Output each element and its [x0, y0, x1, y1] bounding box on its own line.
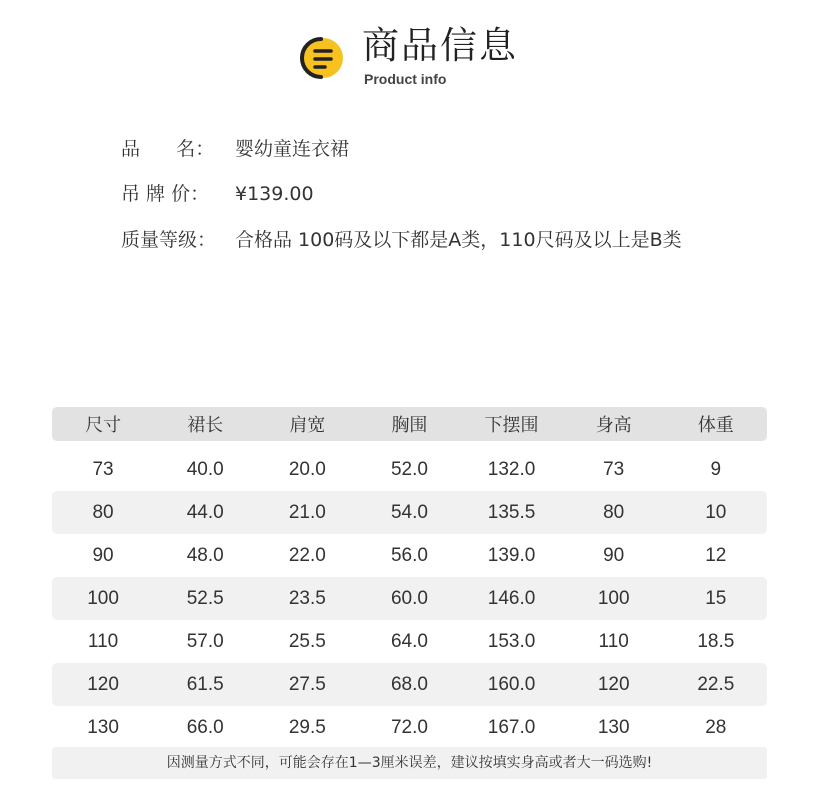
- table-cell: 72.0: [390, 716, 428, 738]
- quality-value: 合格品 100码及以下都是A类，110尺码及以上是B类: [235, 229, 682, 251]
- table-cell: 73: [92, 458, 114, 480]
- table-cell: 61.5: [186, 673, 224, 695]
- column-header: 身高: [595, 415, 632, 436]
- table-cell: 27.5: [288, 673, 326, 695]
- table-cell: 15: [705, 587, 727, 609]
- info-row-quality: [121, 225, 690, 255]
- table-cell: 130: [87, 716, 119, 738]
- table-cell: 68.0: [390, 673, 428, 695]
- table-cell: 100: [87, 587, 119, 609]
- table-cell: 22.5: [697, 673, 735, 695]
- table-cell: 153.0: [487, 630, 536, 652]
- table-cell: 132.0: [487, 458, 536, 480]
- table-cell: 56.0: [390, 544, 428, 566]
- product-info-logo-icon: [297, 35, 347, 81]
- column-header: 尺寸: [85, 415, 122, 436]
- table-cell: 52.5: [186, 587, 224, 609]
- table-cell: 57.0: [186, 630, 224, 652]
- table-cell: 100: [597, 587, 630, 609]
- table-cell: 135.5: [487, 501, 536, 523]
- price-value: ¥139.00: [235, 183, 314, 205]
- table-cell: 25.5: [288, 630, 326, 652]
- table-cell: 21.0: [288, 501, 326, 523]
- column-header: 肩宽: [289, 415, 326, 436]
- table-cell: 90: [603, 544, 625, 566]
- info-row-price: [121, 179, 690, 209]
- table-cell: 54.0: [390, 501, 428, 523]
- measurement-note: 因测量方式不同，可能会存在1—3厘米误差，建议按填实身高或者大一码选购!: [52, 747, 767, 779]
- column-header: 胸围: [391, 415, 428, 436]
- section-title: 商品信息: [362, 24, 518, 67]
- name-value: 婴幼童连衣裙: [235, 138, 350, 160]
- table-row: [52, 577, 767, 620]
- info-row-name: [121, 134, 690, 164]
- table-cell: 20.0: [288, 458, 326, 480]
- table-cell: 64.0: [390, 630, 428, 652]
- size-table: [52, 407, 767, 749]
- table-cell: 52.0: [390, 458, 428, 480]
- table-cell: 12: [705, 544, 727, 566]
- table-cell: 29.5: [288, 716, 326, 738]
- table-cell: 90: [92, 544, 114, 566]
- table-cell: 23.5: [288, 587, 326, 609]
- section-subtitle: Product info: [364, 71, 447, 87]
- table-cell: 60.0: [390, 587, 428, 609]
- column-header: 体重: [697, 415, 734, 436]
- table-cell: 18.5: [697, 630, 735, 652]
- table-cell: 120: [87, 673, 119, 695]
- quality-label: 质量等级：: [121, 229, 217, 251]
- table-cell: 48.0: [186, 544, 224, 566]
- table-row: [52, 620, 767, 663]
- table-row: [52, 706, 767, 749]
- table-row: [52, 448, 767, 491]
- table-cell: 10: [705, 501, 727, 523]
- table-cell: 22.0: [288, 544, 326, 566]
- section-header: [0, 0, 821, 110]
- table-cell: 167.0: [487, 716, 536, 738]
- table-row: [52, 663, 767, 706]
- table-cell: 110: [87, 630, 119, 652]
- table-row: [52, 534, 767, 577]
- table-cell: 80: [92, 501, 114, 523]
- table-cell: 28: [705, 716, 727, 738]
- table-cell: 146.0: [487, 587, 536, 609]
- table-cell: 139.0: [487, 544, 536, 566]
- table-cell: 120: [597, 673, 630, 695]
- table-cell: 130: [597, 716, 630, 738]
- column-header: 裙长: [187, 415, 224, 436]
- column-header: 下摆围: [484, 415, 539, 436]
- table-cell: 73: [603, 458, 625, 480]
- table-cell: 80: [603, 501, 625, 523]
- table-header-row: [52, 407, 767, 441]
- table-cell: 9: [710, 458, 722, 480]
- table-cell: 110: [598, 630, 629, 652]
- table-row: [52, 491, 767, 534]
- price-label: 吊 牌 价：: [121, 183, 210, 205]
- table-cell: 66.0: [186, 716, 224, 738]
- table-cell: 40.0: [186, 458, 224, 480]
- name-label: 品 名：: [121, 138, 215, 160]
- table-cell: 44.0: [186, 501, 224, 523]
- table-cell: 160.0: [487, 673, 536, 695]
